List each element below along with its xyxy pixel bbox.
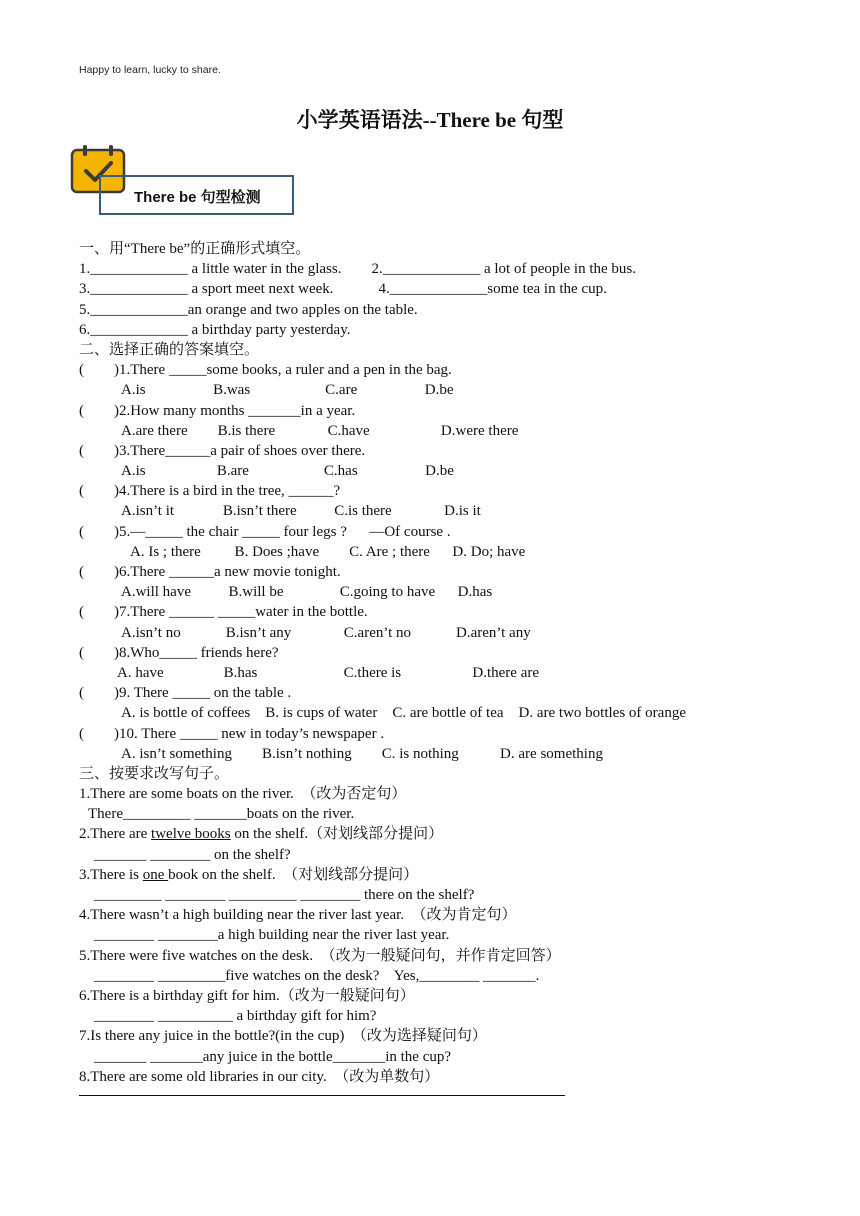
underlined-phrase-3: one [142,866,169,883]
rewrite-question-5: 5.There were five watches on the desk. （改为一般疑问句，并作肯定回答） [79,947,561,964]
page-title: 小学英语语法--There be 句型 [296,108,564,132]
rewrite-answer-1: There_________ _______boats on the river. [88,806,355,823]
mc-question-7: ( )7.There ______ _____water in the bottle. [79,604,368,621]
mc-question-2: ( )2.How many months _______in a year. [79,402,356,419]
rewrite-answer-3: _________ ________ _________ ________ there on the shelf? [94,887,475,903]
section-heading-2: 二、选择正确的答案填空。 [79,341,260,358]
fill-line-1-2: 1._____________ a little water in the glass. 2._____________ a lot of people in the bus. [79,261,637,278]
rewrite-answer-4: ________ ________a high building near the river last year. [94,927,450,944]
rewrite-answer-2: _______ ________ on the shelf? [94,846,291,863]
rewrite-question-1: 1.There are some boats on the river. （改为否定句） [79,786,407,803]
mc-options-8: A. have B.has C.there is D.there are [117,664,540,681]
mc-question-6: ( )6.There ______a new movie tonight. [79,564,341,580]
rewrite-question-7: 7.Is there any juice in the bottle?(in the cup) （改为选择疑问句） [79,1028,487,1045]
section-badge-label: There be 句型检测 [134,189,261,206]
section-heading-3: 三、按要求改写句子。 [79,765,230,782]
mc-options-9: A. is bottle of coffees B. is cups of water C. are bottle of tea D. are two bottles of orange [121,705,686,722]
fill-line-3-4: 3._____________ a sport meet next week. 4._____________some tea in the cup. [79,281,607,298]
worksheet-content [79,239,839,1096]
rewrite-answer-7: _______ _______any juice in the bottle_______in the cup? [94,1048,452,1065]
mc-options-10: A. isn’t something B.isn’t nothing C. is nothing D. are something [121,745,603,762]
answer-rule-8 [79,1087,565,1096]
fill-line-6: 6._____________ a birthday party yesterday. [79,321,351,338]
mc-question-3: ( )3.There______a pair of shoes over there. [79,442,366,459]
mc-question-8: ( )8.Who_____ friends here? [79,644,279,661]
rewrite-answer-5: ________ _________five watches on the desk? Yes,________ _______. [94,967,540,984]
underlined-phrase-2: twelve books [151,826,231,843]
mc-question-10: ( )10. There _____ new in today’s newspaper . [79,725,385,742]
mc-options-5: A. Is ; there B. Does ;have C. Are ; there D. Do; have [130,543,526,560]
mc-options-7: A.isn’t no B.isn’t any C.aren’t no D.aren’t any [121,624,531,641]
mc-question-1: ( )1.There _____some books, a ruler and a pen in the bag. [79,362,452,379]
rewrite-question-4: 4.There wasn’t a high building near the river last year. （改为肯定句） [79,907,517,924]
section-heading-1: 一、用“There be”的正确形式填空。 [79,241,311,257]
mc-options-3: A.is B.are C.has D.be [121,463,454,480]
mc-question-5: ( )5.—_____ the chair _____ four legs ? —Of course . [79,523,451,540]
mc-options-6: A.will have B.will be C.going to have D.has [121,584,493,601]
rewrite-answer-6: ________ __________ a birthday gift for him? [94,1008,377,1025]
mc-question-4: ( )4.There is a bird in the tree, ______? [79,483,341,500]
rewrite-question-2: 2.There are twelve books on the shelf.（对划线部分提问） [79,826,444,843]
rewrite-question-3: 3.There is one book on the shelf. （对划线部分提问） [79,866,419,883]
fill-line-5: 5._____________an orange and two apples on the table. [79,301,418,318]
mc-options-4: A.isn’t it B.isn’t there C.is there D.is it [121,503,481,520]
mc-options-1: A.is B.was C.are D.be [121,382,454,399]
header-note: Happy to learn, lucky to share. [79,64,221,76]
rewrite-question-8: 8.There are some old libraries in our city. （改为单数句） [79,1068,440,1085]
rewrite-question-6: 6.There is a birthday gift for him.（改为一般疑问句） [79,987,415,1004]
mc-options-2: A.are there B.is there C.have D.were there [121,422,519,439]
mc-question-9: ( )9. There _____ on the table . [79,685,292,702]
